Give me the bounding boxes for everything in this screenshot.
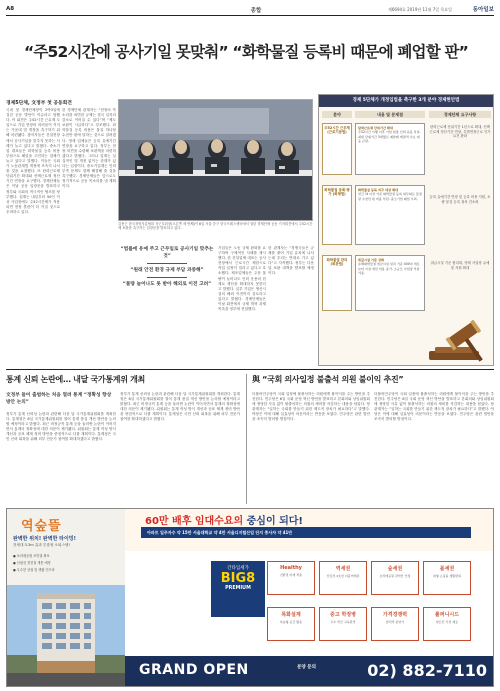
pull-quote-divider	[147, 277, 187, 278]
page-number: A8	[6, 6, 15, 12]
real-estate-advertisement	[6, 508, 494, 687]
main-headline: “주52시간에 공사기일 못맞춰” “화학물질 등록비 때문에 폐업할 판”	[24, 43, 469, 61]
ad-feature-box: 중고 학정병 우수 학군 교육환경	[319, 607, 367, 641]
ad-footer-bar	[125, 656, 494, 687]
phone-number: 02) 882-7110	[367, 661, 487, 680]
infobox-detail: 화학물질 등록 의무 대상 확대 연간 1t 이상 기존 화학물질 등록 의무화로 물질당 수천만 원 비용 부담. 중소기업 폐업 우려.	[355, 185, 425, 245]
column-divider	[246, 374, 247, 504]
ad-title: 60만 배후 임대수요의 중심이 되다!	[145, 516, 303, 527]
pull-quote-3: “물량 늘어나도 못 받아 해외로 이전 고려”	[122, 281, 212, 287]
infobox-category: 주52시간 근무제 (근로기준법)	[322, 123, 352, 175]
photo-image	[119, 100, 313, 221]
page-header	[6, 4, 494, 16]
infobox-col-header: 분야	[322, 111, 352, 118]
infobox-request: 탄력근로제 단위기간 1년으로 확대, 선택근로제 정산기간 연장, 특별연장근로 인가 요건 완화	[429, 125, 491, 139]
section-divider	[6, 369, 494, 370]
statistics-article-body-1: 정부가 통계 신뢰성 논란과 관련해 다음 달 국가통계위원회를 개최한다. 통계청은 6일 국가통계위원회를 열어 통계 품질 개선 방안을 논의할 예정이라고 밝혔다. 최근 비정규직 통계 등을 둘러싼 논란이 이어지면서 통계의 정확성에 대한 의문이 제기됐다. 위원회는 통계 작성 방식 개선과 공표 체계 정비 방안을 중점적으로 다룰 계획이다. 통계청은 국민 신뢰 회복을 위해 외부 전문가 참여를 확대하겠다고 밝혔다.	[6, 412, 116, 442]
ad-tagline-sub: 전세대 3.3m 효과 투룸형 오피스텔!	[13, 543, 70, 547]
grand-open-label: GRAND OPEN	[139, 662, 249, 678]
infobox-category: 화학물질 관리 (화관법)	[322, 255, 352, 311]
phone-label: 분양 문의	[297, 665, 316, 670]
article-column-3: 기업들은 노동 규제 완화를 요구하며 구체적인 사례를 제시했다. 한 건설업체 대표는 공사 현장에서 근로시간 제한으로 작업 일정이 밀리고 있다고 호소했다. 제조업체들은 주문 물량이 늘어나도 인력 운용의 한계로 생산을 확대하지 못한다고 말했다. 일부 기업은 생산시설의 해외 이전까지 검토하고 있다고 밝혔다. 경제단체들은 이날 회견에서 규제 개혁 과제 목록을 정부에 전달했다.	[218, 246, 266, 312]
infobox-col-header: 내용 및 문제점	[355, 111, 425, 118]
pull-quote-divider	[147, 263, 187, 264]
byline: 경제5단체, 文정부 첫 공동회견	[6, 101, 72, 106]
ad-top-banner	[125, 509, 494, 551]
issue-meta: 제6694호 2019년 11월 7일 목요일	[388, 7, 452, 12]
section-label: 종합	[250, 8, 262, 14]
article-column-2: 한 경제단체 관계자는 “현장의 목소리를 외면한 규제는 결국 일자리 감소로 이어질 수 있다”며 “제도 보완이 시급하다”고 강조했다. 화학물질 등록 비용은 물질 하나당 수천만 원에 달하는 것으로 알려졌다. 영세 업체들은 등록 유예기간 연장을 요구하고 있다. 정부는 현장 의견을 수렴해 보완책을 마련하겠다고 밝혔다. 그러나 업계는 실질적인 법 개정 없이는 한계가 있다는 입장이다. 중소기업계는 인력 부족 문제도 함께 해결해 줄 것을 촉구했다. 경제단체들은 앞으로도 정기적으로 공동 목소리를 낼 계획이다.	[62, 108, 116, 189]
assembly-article-headline: 與 “국회 의사일정 불출석 의원 불이익 추진”	[252, 375, 404, 384]
ad-right-panel	[125, 509, 494, 687]
ad-left-panel	[7, 509, 125, 687]
ad-feature-box: 풀퍼니시드 빌트인 가전 제공	[423, 607, 471, 641]
pull-quotes	[118, 246, 216, 288]
infobox-request: 등록 유예기간 연장 및 등록 비용 지원, 소량 물질 등록 절차 간소화	[429, 195, 491, 204]
ad-feature-box: 가격경쟁력 합리적 분양가	[371, 607, 419, 641]
gavel-illustration-icon	[427, 317, 493, 363]
assembly-article-body-1: 더불어민주당이 국회 일정에 불출석하는 의원에게 불이익을 주는 방안을 추진한다. 민주당은 6일 국회 운영 혁신 방안을 발표하고 본회의와 상임위원회에 정당한 사유 없이 불출석하는 의원의 세비를 삭감하는 내용을 담았다. 당 관계자는 “일하는 국회를 만들기 위한 제도적 장치가 필요하다”고 말했다. 야당은 이에 대해 실효성이 의문이라는 반응을 보였다. 민주당은 관련 법안을 조속히 발의할 방침이다.	[252, 392, 370, 422]
infobox-col-header: 경제단체 요구사항	[429, 111, 491, 118]
newspaper-brand: 동아일보	[472, 7, 494, 13]
ad-feature-box: Healthy 친환경 자재 적용	[267, 561, 315, 595]
ad-feature: ● 우수한 상권 및 생활 인프라	[13, 568, 55, 572]
photo-caption: 김용근 한국경영자총협회 상근부회장(오른쪽 세 번째)이 6일 서울 중구 한국프레스센터에서 열린 경제단체 공동 기자회견에서 주52시간제 보완을 촉구하는 입장문을 발표하고 있다.	[118, 222, 313, 231]
ad-brand: 역숲뜰	[21, 519, 62, 534]
ad-feature: ● 신림선 경전철 개통 예정	[13, 561, 51, 565]
ad-feature-box: 몰세권 대형 쇼핑몰 생활편의	[423, 561, 471, 595]
article-column-1: 국내 첫 경제단체장이 2박3일에 걸친 공동 발언이 이슈라고 답했다. 이 회견은 주52시간 근무제 도입으로 기업 현장의 어려움이 커지는 가운데 법 개정을 촉구하기 위해 마련됐다. 참석자들은 건설현장에서 공사기일을 맞추지 못하는 사례가 늘고 있다고 밝혔다. 중소기업 대표들은 화학물질 등록 비용 부담으로 폐업을 고민하는 업체가 늘고 있다고 말했다. 이들은 국회가 노동관계법 개정에 조속히 나서 줄 것을 요청했다. 또 탄력근로제 단위기간 확대와 선택근로제 정산기간 연장을 요구했다. 경제단체들은 이날 공동 입장문을 발표하고 정부와 국회의 적극적인 협조를 당부했다. 업계는 내년부터 50인 이상 사업장에도 주52시간제가 적용되면 현장 혼란이 더 커질 것으로 우려하고 있다.	[6, 108, 60, 214]
infobox-title: 경제 5단체가 개정입법을 촉구한 3개 분야 경제현안법	[319, 95, 493, 107]
infobox-request: 취급시설 기준 합리화, 영세 사업장 유예 및 지원 확대	[430, 261, 490, 270]
article-column-4: 한 관계자는 “경쟁국들은 규제를 풀어 기업 유치에 나서는데 우리는 반대로 가고 있다”고 지적했다. 정부는 다음 달 보완 대책을 발표할 예정이다.	[268, 246, 314, 276]
statistics-article-subhead: 文정부 들어 출범하는 처음 열려 통계 “정확성 향상 방안 논의”	[6, 393, 112, 405]
infobox-detail: 탄력근로제 단위기간 확대 주52시간 시행 이후 기업 현장 인력 운용 차질. 최대 단위기간 3개월로 제한돼 계절적 수요 대응 곤란.	[355, 123, 425, 175]
infobox-detail: 취급시설 기준 강화 유해화학물질 취급시설 설치 기준 400여 개로 늘어 시설 개선 비용 증가. 소규모 사업장 부담 가중.	[355, 255, 425, 311]
ad-feature-box: 특화설계 복층형 공간 활용	[267, 607, 315, 641]
press-conference-photo	[118, 99, 313, 221]
ad-feature: ● 보라매공원 조망권 확보	[13, 554, 50, 558]
ad-feature-box: 숲세권 보라매공원 관악산 인접	[371, 561, 419, 595]
assembly-article-body-2: 더불어민주당이 국회 일정에 불출석하는 의원에게 불이익을 주는 방안을 추진한다. 민주당은 6일 국회 운영 혁신 방안을 발표하고 본회의와 상임위원회에 정당한 사유 없이 불출석하는 의원의 세비를 삭감하는 내용을 담았다. 당 관계자는 “일하는 국회를 만들기 위한 제도적 장치가 필요하다”고 말했다. 야당은 이에 대해 실효성이 의문이라는 반응을 보였다. 민주당은 관련 법안을 조속히 발의할 방침이다.	[374, 392, 494, 422]
ad-premium-badge: 간타입세가 BIG8 PREMIUM	[211, 561, 265, 617]
pull-quote-2: “원래 안전 환경 규제 부담 과중해”	[130, 267, 204, 273]
statistics-article-headline: 통계 신뢰 논란에… 내달 국가통계위 개최	[6, 375, 145, 384]
ad-feature-box: 역세권 신림선·2호선 더블역세권	[319, 561, 367, 595]
pull-quote-1: “법률에 유예 주고 근무일로 공사기일 맞추는 것”	[120, 247, 214, 259]
statistics-article-body-2: 정부가 통계 신뢰성 논란과 관련해 다음 달 국가통계위원회를 개최한다. 통계청은 6일 국가통계위원회를 열어 통계 품질 개선 방안을 논의할 예정이라고 밝혔다. 최근 비정규직 통계 등을 둘러싼 논란이 이어지면서 통계의 정확성에 대한 의문이 제기됐다. 위원회는 통계 작성 방식 개선과 공표 체계 정비 방안을 중점적으로 다룰 계획이다. 통계청은 국민 신뢰 회복을 위해 외부 전문가 참여를 확대하겠다고 밝혔다.	[120, 392, 240, 422]
ad-tagline: 완벽한 위치! 완벽한 타이밍!	[13, 536, 76, 542]
ad-demand-bar: 아파트 입주자수 약 15만 서울대학교 약 4만 서울디지털산업 단지 종사자 약 41만	[141, 527, 471, 538]
building-rendering-icon	[7, 585, 125, 687]
economic-laws-infobox	[318, 94, 494, 366]
infobox-category: 화학물질 등록·평가 (화평법)	[322, 185, 352, 245]
